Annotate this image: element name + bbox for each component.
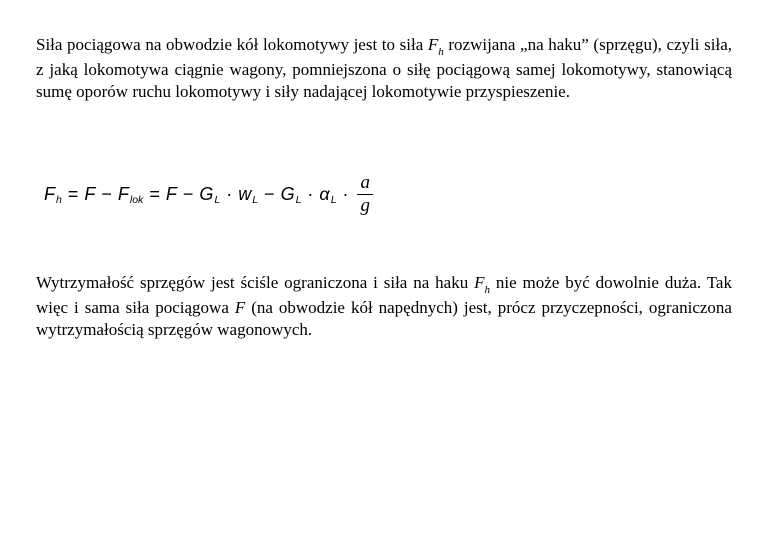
formula-subscript-l-2: L bbox=[252, 194, 259, 206]
paragraph-2-text-a: Wytrzymałość sprzęgów jest ściśle ograniczona i siła na haku bbox=[36, 273, 475, 292]
fraction-numerator: a bbox=[360, 171, 371, 193]
formula-f-h: F bbox=[44, 183, 55, 204]
formula bbox=[44, 166, 374, 222]
fraction-denominator: g bbox=[360, 194, 371, 216]
formula-minus: − bbox=[101, 183, 112, 204]
paragraph-2 bbox=[36, 272, 732, 342]
formula-subscript-l: L bbox=[214, 194, 221, 206]
formula-w-l: w bbox=[238, 183, 252, 204]
formula-alpha-l: α bbox=[319, 183, 330, 204]
formula-subscript-h: h bbox=[56, 194, 62, 206]
formula-g-l-2: G bbox=[280, 183, 295, 204]
formula-subscript-l-4: L bbox=[330, 194, 337, 206]
formula-f-lok: F bbox=[117, 183, 129, 204]
formula-g-l: G bbox=[199, 183, 214, 204]
paragraph-1-text-b: rozwijana „na haku” (sprzęgu), czyli siła, z jaką lokomotywa ciągnie wagony, pomniejszona o siłę pociągową samej lokomotywy, stanowiącą sumę oporów ruchu lokomotywy i siły nadającej lokomotywie przyspieszenie. bbox=[36, 35, 732, 101]
formula-fraction bbox=[357, 172, 375, 217]
variable-f-h: $F_h$ bbox=[427, 35, 444, 58]
paragraph-1-text-a: Siła pociągowa na obwodzie kół lokomotywy jest to siła bbox=[36, 35, 428, 54]
formula-equals: = bbox=[67, 183, 79, 204]
variable-f-h-2: $F_h$ bbox=[474, 273, 490, 296]
formula-f: F bbox=[84, 183, 96, 204]
formula-dot-3: · bbox=[342, 183, 349, 204]
formula-f-2: F bbox=[165, 183, 177, 204]
formula-minus-2: − bbox=[182, 183, 194, 204]
variable-f: F bbox=[234, 297, 246, 317]
paragraph-1 bbox=[36, 34, 732, 104]
formula-equals-2: = bbox=[149, 183, 160, 204]
formula-dot-2: · bbox=[307, 183, 314, 204]
formula-subscript-l-3: L bbox=[295, 194, 302, 206]
formula-dot: · bbox=[226, 183, 233, 204]
formula-minus-3: − bbox=[264, 183, 275, 204]
formula-subscript-lok: lok bbox=[129, 194, 144, 206]
paragraph-2-text-c: (na obwodzie kół napędnych) jest, prócz przyczepności, ograniczona wytrzymałością sprzęgów wagonowych. bbox=[36, 297, 732, 339]
paragraph-2-text-b: nie może być dowolnie duża. Tak więc i sama siła pociągowa bbox=[36, 273, 732, 317]
